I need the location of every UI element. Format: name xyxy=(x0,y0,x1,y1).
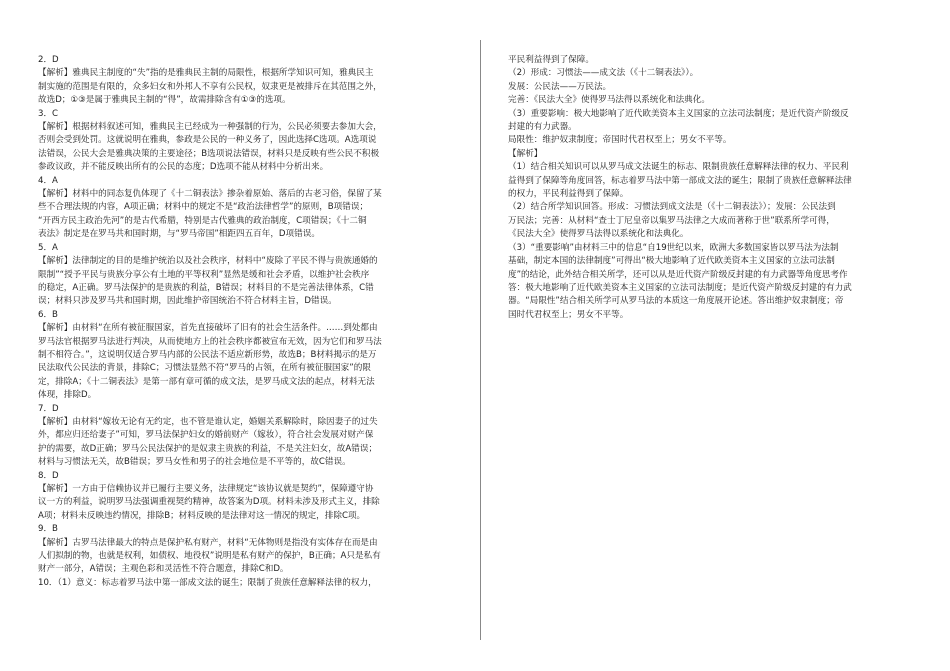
right-column-line: 《民法大全》使得罗马法得以系统化和法典化。 xyxy=(508,229,689,240)
left-column-line: 制实施的范围是有限的，众多妇女和外邦人不享有公民权，奴隶更是被排斥在其范围之外， xyxy=(38,81,382,92)
left-column-line: 的稳定，A正确。罗马法保护的是贵族的利益，B错误；材料目的不是完善法律体系，C错 xyxy=(38,282,374,293)
left-column-line: 【解析】根据材料叙述可知，雅典民主已经成为一种强制的行为，公民必须要去参加大会， xyxy=(38,122,382,133)
left-column-line: 【解析】雅典民主制度的“失”指的是雅典民主制的局限性，根据所学知识可知，雅典民主 xyxy=(38,68,374,79)
left-column-line: 7．D xyxy=(38,403,59,414)
right-column-line: 益得到了保障等角度回答，标志着罗马法中第一部成文法的诞生；限制了贵族任意解释法律 xyxy=(508,175,852,186)
right-column-line: （3）重要影响：极大地影响了近代欧美资本主义国家的立法司法制度；是近代资产阶级反 xyxy=(508,108,849,119)
right-column xyxy=(508,54,908,322)
left-column-line: 议一方的利益，说明罗马法强调重视契约精神，故答案为D项。材料未涉及形式主义，排除 xyxy=(38,497,380,508)
left-column-line: 限制”“授予平民与贵族分享公有土地的平等权利”显然是缓和社会矛盾，以维护社会秩序 xyxy=(38,269,370,280)
left-column-line: 【解析】古罗马法律最大的特点是保护私有财产，材料“无体物则是指没有实体存在而是由 xyxy=(38,537,378,548)
right-column-line: 完善：《民法大全》使得罗马法得以系统化和法典化。 xyxy=(508,95,710,106)
left-column-line: 3．C xyxy=(38,108,59,119)
left-column-line: 2．D xyxy=(38,55,59,65)
left-column-line: 故选D；①③是属于雅典民主制的“得”，故需排除含有①③的选项。 xyxy=(38,95,291,106)
left-column-line: 误；材料只涉及罗马共和国时期，因此维护帝国统治不符合材料主旨，D错误。 xyxy=(38,296,337,307)
right-column-line: 器。“局限性”结合相关所学可从罗马法的本质这一角度展开论述。答出维护奴隶制度；帝 xyxy=(508,296,844,307)
right-column-line: （1）结合相关知识可以从罗马成文法诞生的标志、限制贵族任意解释法律的权力、平民利 xyxy=(508,162,849,173)
left-column-line: 否则会受到处罚。这就说明在雅典，参政是公民的一种义务了，因此选择C选项。A选项说 xyxy=(38,135,377,146)
right-column-line: 平民利益得到了保障。 xyxy=(508,55,594,65)
left-column-line: 法错误，公民大会是雅典决策的主要途径；B选项说法错误，材料只是反映有些公民不积极 xyxy=(38,148,380,159)
left-column-line: 护的需要，故D正确；罗马公民法保护的是奴隶主贵族的利益，不是关注妇女，故A错误； xyxy=(38,443,378,454)
right-column-line: 国时代君权至上；男女不平等。 xyxy=(508,309,629,320)
left-column-line: 材料与习惯法无关，故B错误；罗马女性和男子的社会地位是不平等的，故C错误。 xyxy=(38,457,351,468)
right-column-line: 基础，制定本国的法律制度”可得出“极大地影响了近代欧美资本主义国家的立法司法制 xyxy=(508,256,835,267)
left-column-line: 体现，排除D。 xyxy=(38,390,97,401)
left-column-line: 10．（1）意义：标志着罗马法中第一部成文法的诞生；限制了贵族任意解释法律的权力， xyxy=(38,577,377,588)
left-column-line: 外，都应归还给妻子”可知，罗马法保护妇女的婚前财产（嫁妆），符合社会发展对财产保 xyxy=(38,430,374,441)
left-column-line: 罗马法官根据罗马法进行判决，从而使地方上的社会秩序都被宣布无效，因为它们和罗马法 xyxy=(38,336,382,347)
left-column-line: 6．B xyxy=(38,309,58,320)
left-column-line: 9．B xyxy=(38,524,58,535)
left-column-line: 【解析】一方由于信赖协议并已履行主要义务，法律规定“该协议就是契约”，保障遵守协 xyxy=(38,484,374,494)
left-column-line: 制不相符合。”，这说明仅适合罗马内部的公民法不适应新形势，故选B；B材料揭示的是万 xyxy=(38,349,377,360)
left-column-line: 人们拟制的物，也就是权利，如债权、地役权”说明是私有财产的保护，B正确；A只是私有 xyxy=(38,551,381,562)
right-column-line: 答：极大地影响了近代欧美资本主义国家的立法司法制度；是近代资产阶级反封建的有力武 xyxy=(508,282,852,293)
left-column-line: A项；材料未反映违约情况，排除B；材料反映的是法律对这一情况的规定，排除C项。 xyxy=(38,510,366,521)
right-column-line: 【解析】 xyxy=(508,148,543,159)
left-column-line: 表法》制定是在罗马共和国时期，与“罗马帝国”相距四五百年，D项错误。 xyxy=(38,229,320,240)
left-column-line: 财产一部分，A错误；主观色彩和灵活性不符合题意，排除C和D。 xyxy=(38,564,289,575)
left-column xyxy=(38,54,458,590)
left-column-line: 民法取代公民法的背景，排除C；习惯法显然不符“罗马的占领，在所有被征服国家”的限 xyxy=(38,363,371,374)
right-column-line: 度”的结论，此外结合相关所学，还可以从是近代资产阶级反封建的有力武器等角度思考作 xyxy=(508,269,848,280)
left-column-line: 【解析】材料中的同态复仇体现了《十二铜表法》掺杂着原始、落后的古老习俗，保留了某 xyxy=(38,189,382,200)
right-column-line: 的权力，平民利益得到了保障。 xyxy=(508,189,629,200)
right-column-line: （2）形成：习惯法——成文法（《十二铜表法》）。 xyxy=(508,68,699,79)
left-column-line: 8．D xyxy=(38,470,59,481)
left-column-line: 些不合理法规的内容，A项正确；材料中的规定不是“政治法律哲学”的原则，B项错误； xyxy=(38,202,369,213)
right-column-line: 发展：公民法——万民法。 xyxy=(508,81,612,92)
right-column-line: （2）结合所学知识回答。形成：习惯法到成文法是（《十二铜表法》）；发展：公民法到 xyxy=(508,202,836,213)
left-column-line: 【解析】法律制定的目的是维护统治以及社会秩序，材料中“废除了平民不得与贵族通婚的 xyxy=(38,256,378,267)
right-column-line: 万民法；完善：从材料“查士丁尼皇帝以集罗马法律之大成而著称于世”联系所学可得， xyxy=(508,215,835,226)
left-column-line: 参政议政，并不能反映出所有的公民的态度；D选项不能从材料中分析出来。 xyxy=(38,162,329,173)
left-column-line: 4．A xyxy=(38,175,58,186)
left-column-line: 5．A xyxy=(38,242,58,253)
right-column-line: （3）“重要影响”由材料三中的信息“自19世纪以来，欧洲大多数国家皆以罗马法为法制 xyxy=(508,242,839,253)
left-column-line: 【解析】由材料“在所有被征服国家，首先直接破坏了旧有的社会生活条件。……到处都由 xyxy=(38,323,378,334)
column-divider xyxy=(480,40,481,640)
left-column-line: “开西方民主政治先河”的是古代希腊，特别是古代雅典的政治制度，C项错误；《十二铜 xyxy=(38,215,367,226)
right-column-line: 封建的有力武器。 xyxy=(508,122,577,133)
left-column-line: 【解析】由材料“嫁妆无论有无约定，也不管是谁认定，婚姻关系解除时，除因妻子的过失 xyxy=(38,416,378,427)
left-column-line: 定，排除A；《十二铜表法》是第一部有章可循的成文法，是罗马成文法的起点，材料无法 xyxy=(38,376,375,387)
right-column-line: 局限性：维护奴隶制度；帝国时代君权至上；男女不平等。 xyxy=(508,135,732,146)
